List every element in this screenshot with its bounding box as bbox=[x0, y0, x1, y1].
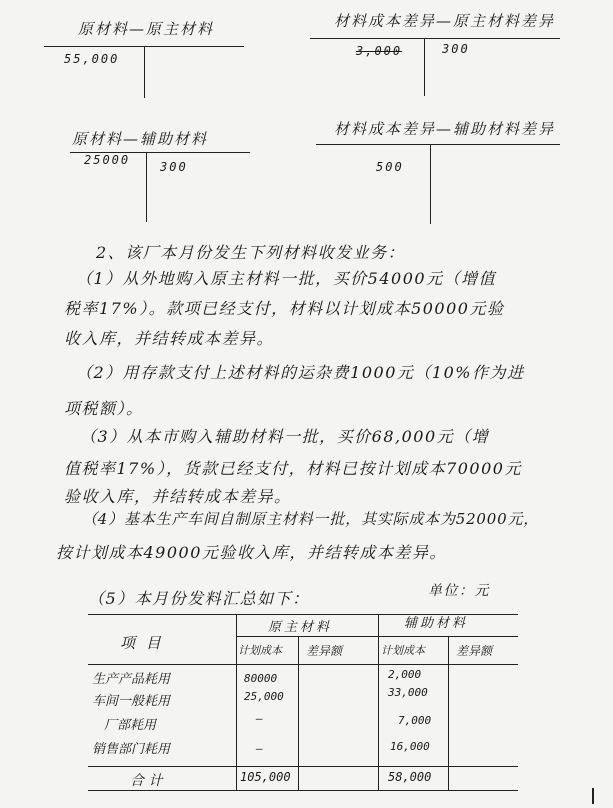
table-rule bbox=[88, 766, 518, 767]
table-rule bbox=[378, 614, 379, 790]
body-line: 税率17%）。款项已经支付，材料以计划成本50000元验 bbox=[64, 299, 505, 318]
total-label: 合 计 bbox=[130, 773, 163, 789]
sub-header-plan: 计划成本 bbox=[381, 644, 425, 657]
body-line: 值税率17%），货款已经支付，材料已按计划成本70000元 bbox=[64, 459, 522, 478]
t-account-debit: 3,000 bbox=[356, 44, 403, 58]
table-rule bbox=[236, 614, 237, 790]
t-account-title: 材料成本差异—辅助材料差异 bbox=[334, 120, 556, 138]
body-line: （1）从外地购入原主材料一批，买价54000元（增值 bbox=[76, 269, 497, 288]
row-aux-plan: 7,000 bbox=[398, 714, 432, 727]
table-rule bbox=[88, 790, 518, 791]
group-header-aux: 辅助材料 bbox=[404, 616, 469, 631]
total-aux-plan: 58,000 bbox=[388, 770, 432, 784]
row-main-plan: — bbox=[256, 742, 263, 755]
sub-header-plan: 计划成本 bbox=[238, 644, 282, 657]
group-header-main: 原主材料 bbox=[268, 620, 333, 635]
t-account-rule bbox=[310, 38, 560, 39]
row-item: 生产产品耗用 bbox=[92, 672, 171, 687]
row-main-plan: 80000 bbox=[244, 672, 278, 685]
row-aux-plan: 33,000 bbox=[388, 686, 428, 699]
row-item: 销售部门耗用 bbox=[92, 742, 171, 757]
body-line: 收入库，并结转成本差异。 bbox=[64, 329, 275, 348]
t-account-divider bbox=[146, 152, 147, 222]
t-account-credit: 300 bbox=[442, 42, 470, 56]
table-rule bbox=[298, 636, 299, 790]
body-line: 项税额）。 bbox=[64, 399, 144, 418]
body-line: （5）本月份发料汇总如下： bbox=[88, 589, 310, 608]
t-account-divider bbox=[430, 144, 431, 224]
body-line: 按计划成本49000元验收入库，并结转成本差异。 bbox=[56, 543, 447, 562]
total-main-plan: 105,000 bbox=[240, 770, 291, 784]
margin-mark bbox=[592, 788, 594, 804]
t-account-title: 原材料—原主材料 bbox=[78, 20, 215, 38]
body-line: 验收入库，并结转成本差异。 bbox=[64, 487, 292, 506]
t-account-rule bbox=[316, 144, 560, 145]
t-account-divider bbox=[144, 46, 145, 98]
unit-note: 单位：元 bbox=[428, 583, 490, 599]
table-rule bbox=[236, 636, 518, 637]
row-main-plan: 25,000 bbox=[244, 690, 284, 703]
row-aux-plan: 2,000 bbox=[388, 668, 422, 681]
table-rule bbox=[88, 664, 518, 665]
row-main-plan: — bbox=[256, 712, 263, 725]
row-item: 厂部耗用 bbox=[104, 718, 157, 733]
col-item-header: 项 目 bbox=[120, 634, 164, 652]
sub-header-diff: 差异额 bbox=[456, 644, 493, 658]
t-account-debit: 25000 bbox=[84, 153, 131, 167]
t-account-credit: 300 bbox=[160, 160, 188, 174]
t-account-title: 材料成本差异—原主材料差异 bbox=[334, 12, 556, 30]
body-line: （3）从本市购入辅助材料一批，买价68,000元（增 bbox=[80, 427, 490, 446]
t-account-debit: 55,000 bbox=[64, 52, 120, 66]
t-account-title: 原材料—辅助材料 bbox=[72, 130, 209, 148]
table-rule bbox=[448, 636, 449, 790]
section-heading: 2、该厂本月份发生下列材料收发业务： bbox=[96, 243, 406, 262]
sub-header-diff: 差异额 bbox=[306, 644, 343, 658]
t-account-divider bbox=[424, 38, 425, 96]
body-line: （2）用存款支付上述材料的运杂费1000元（10%作为进 bbox=[76, 363, 525, 382]
body-line: （4）基本生产车间自制原主材料一批，其实际成本为52000元， bbox=[82, 510, 540, 528]
row-aux-plan: 16,000 bbox=[390, 740, 430, 753]
row-item: 车间一般耗用 bbox=[92, 694, 171, 709]
t-account-debit: 500 bbox=[376, 160, 404, 174]
